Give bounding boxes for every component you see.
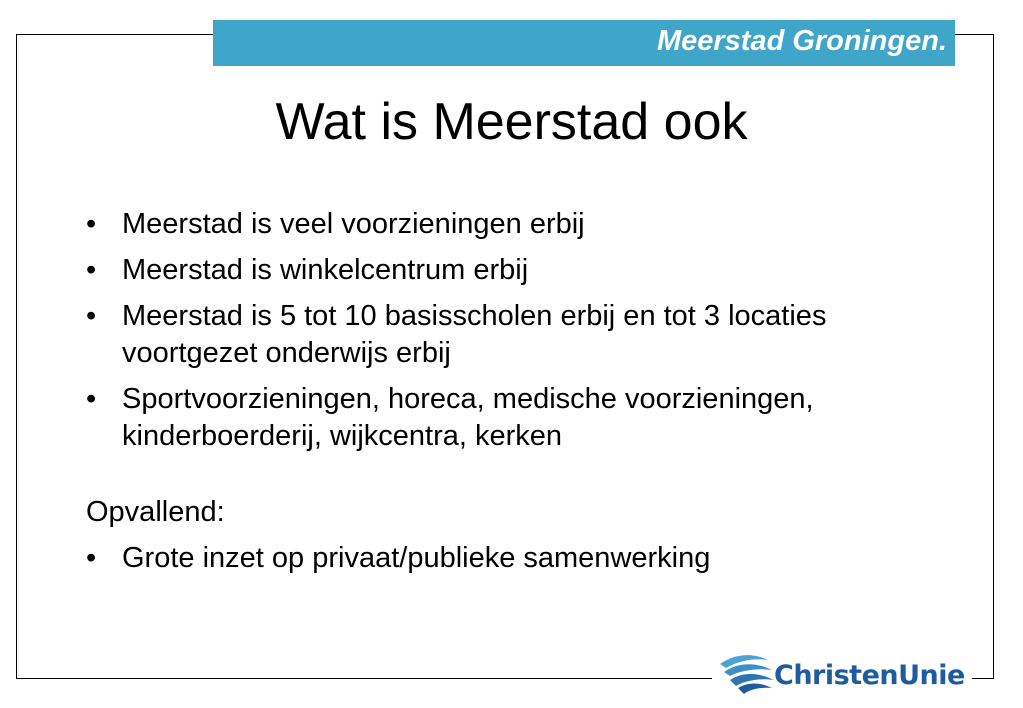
bullet-marker: • — [86, 383, 97, 415]
spacer — [86, 464, 966, 494]
bullet-marker: • — [86, 208, 97, 240]
bullet-text: Meerstad is veel voorzieningen erbij — [122, 208, 585, 240]
bullet-text: Meerstad is 5 tot 10 basisscholen erbij en tot 3 locaties voortgezet onderwijs erbij — [122, 300, 827, 369]
bullet-marker: • — [86, 542, 97, 574]
subheading: Opvallend: — [86, 496, 225, 528]
bullet-item — [86, 252, 966, 289]
christenunie-logo — [712, 648, 972, 700]
header-brand: Meerstad Groningen. — [656, 25, 947, 57]
sub-bullet-list — [86, 540, 966, 577]
bullet-marker: • — [86, 254, 97, 286]
slide-title: Wat is Meerstad ook — [275, 93, 748, 151]
bullet-marker: • — [86, 300, 97, 332]
slide-content — [86, 206, 966, 586]
bullet-item — [86, 298, 966, 372]
bullet-item — [86, 540, 966, 577]
bullet-text: Sportvoorzieningen, horeca, medische voorzieningen, kinderboerderij, wijkcentra, kerken — [122, 383, 814, 452]
bullet-text: Grote inzet op privaat/publieke samenwerking — [122, 542, 711, 574]
bullet-list — [86, 206, 966, 455]
logo-text: ChristenUnie — [774, 660, 965, 691]
bullet-item — [86, 206, 966, 243]
bullet-item — [86, 381, 966, 455]
bullet-text: Meerstad is winkelcentrum erbij — [122, 254, 529, 286]
christenunie-swoosh-icon — [716, 650, 778, 696]
header-bar — [213, 20, 955, 66]
